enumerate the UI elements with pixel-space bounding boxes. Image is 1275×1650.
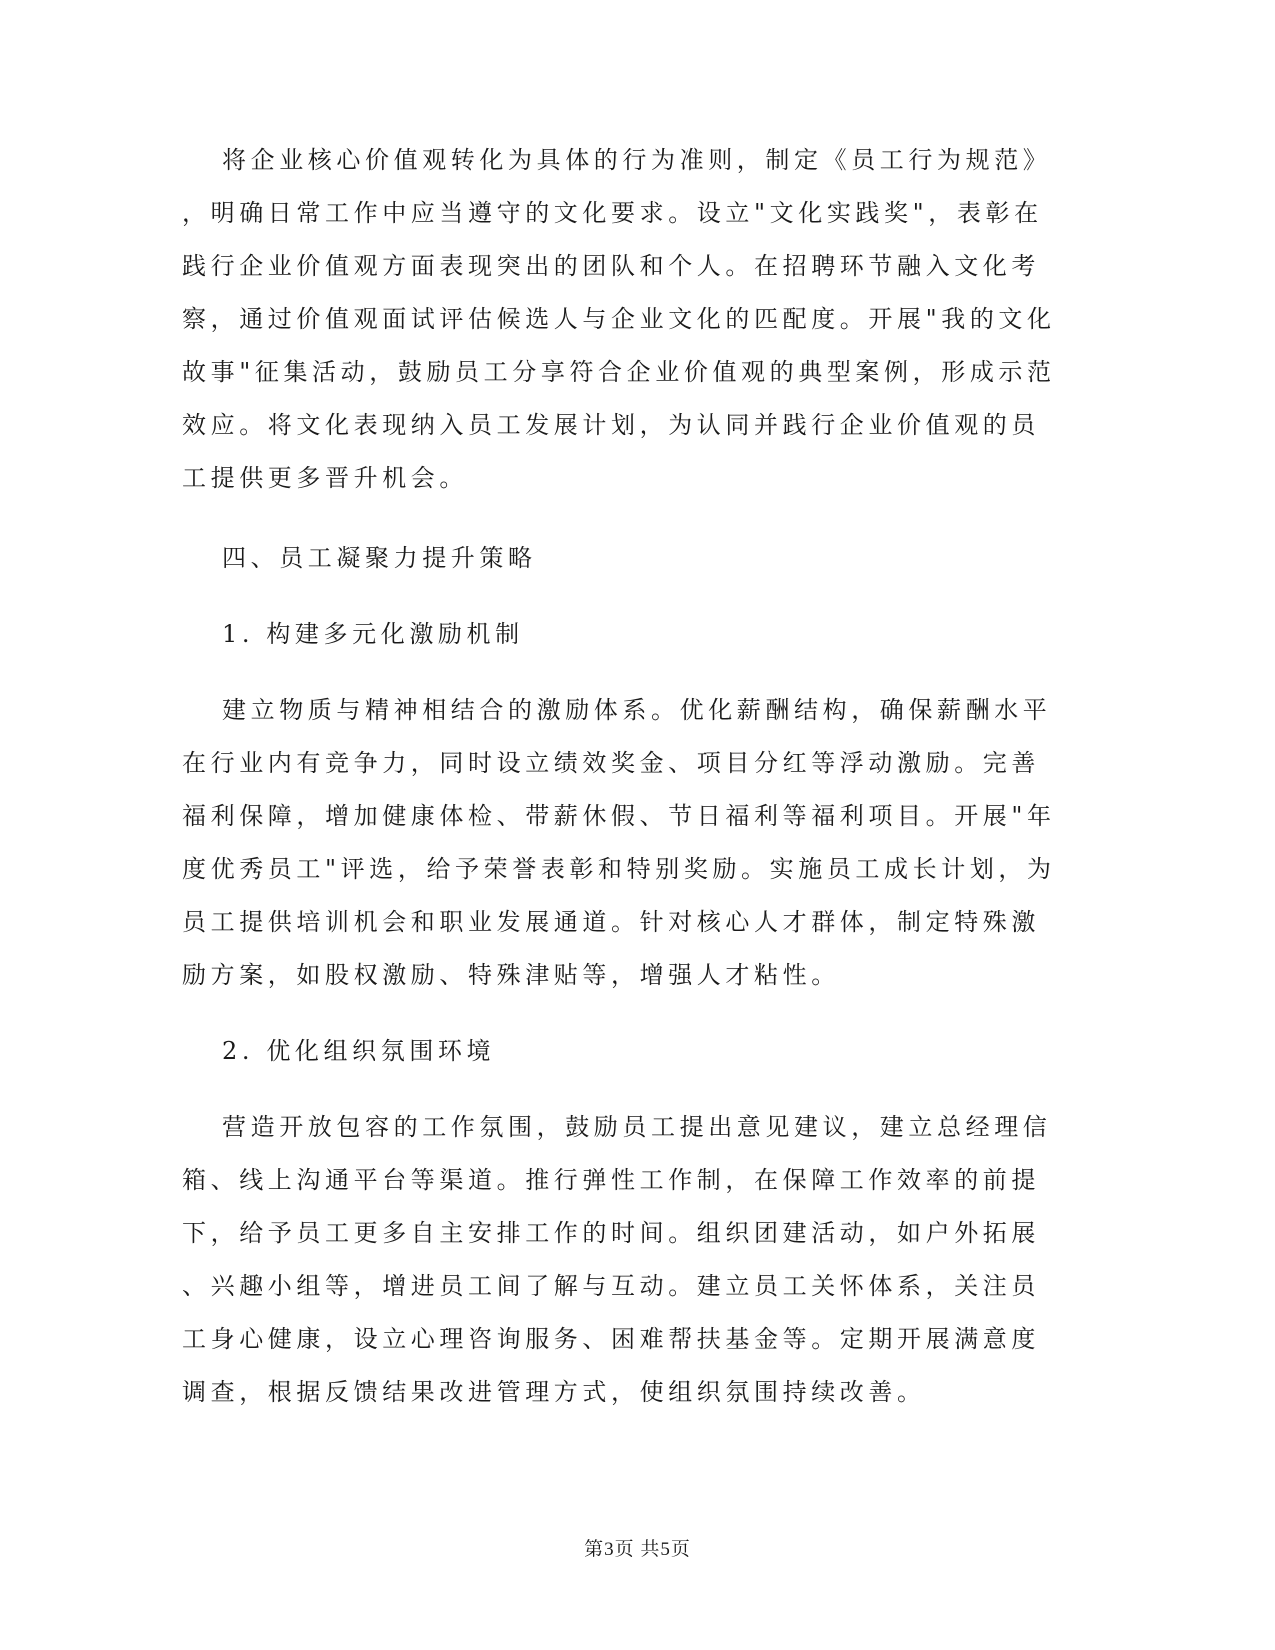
paragraph-line: 员工提供培训机会和职业发展通道。针对核心人才群体，制定特殊激 <box>182 908 1040 936</box>
subsection-heading: 1. 构建多元化激励机制 <box>222 620 524 648</box>
subsection-heading: 2. 优化组织氛围环境 <box>222 1037 496 1065</box>
paragraph-line: 励方案，如股权激励、特殊津贴等，增强人才粘性。 <box>182 961 840 989</box>
page-number-footer: 第3页 共5页 <box>584 1539 691 1560</box>
paragraph-line: 工提供更多晋升机会。 <box>182 464 468 492</box>
paragraph-line: 将企业核心价值观转化为具体的行为准则，制定《员工行为规范》 <box>222 146 1052 174</box>
paragraph-line: 度优秀员工"评选，给予荣誉表彰和特别奖励。实施员工成长计划，为 <box>182 855 1056 883</box>
paragraph-line: 箱、线上沟通平台等渠道。推行弹性工作制，在保障工作效率的前提 <box>182 1166 1040 1194</box>
paragraph-line: 在行业内有竞争力，同时设立绩效奖金、项目分红等浮动激励。完善 <box>182 749 1040 777</box>
paragraph-line: 调查，根据反馈结果改进管理方式，使组织氛围持续改善。 <box>182 1378 926 1406</box>
paragraph-line: 、兴趣小组等，增进员工间了解与互动。建立员工关怀体系，关注员 <box>182 1272 1040 1300</box>
paragraph-line: 践行企业价值观方面表现突出的团队和个人。在招聘环节融入文化考 <box>182 252 1040 280</box>
paragraph-line: 故事"征集活动，鼓励员工分享符合企业价值观的典型案例，形成示范 <box>182 358 1056 386</box>
paragraph-line: 察，通过价值观面试评估候选人与企业文化的匹配度。开展"我的文化 <box>182 305 1056 333</box>
paragraph-line: 福利保障，增加健康体检、带薪休假、节日福利等福利项目。开展"年 <box>182 802 1056 830</box>
paragraph-line: 效应。将文化表现纳入员工发展计划，为认同并践行企业价值观的员 <box>182 411 1040 439</box>
paragraph-line: 工身心健康，设立心理咨询服务、困难帮扶基金等。定期开展满意度 <box>182 1325 1040 1353</box>
section-heading: 四、员工凝聚力提升策略 <box>222 544 537 572</box>
paragraph-line: 下，给予员工更多自主安排工作的时间。组织团建活动，如户外拓展 <box>182 1219 1040 1247</box>
paragraph-line: ，明确日常工作中应当遵守的文化要求。设立"文化实践奖"，表彰在 <box>182 199 1043 227</box>
paragraph-line: 营造开放包容的工作氛围，鼓励员工提出意见建议，建立总经理信 <box>222 1113 1052 1141</box>
paragraph-line: 建立物质与精神相结合的激励体系。优化薪酬结构，确保薪酬水平 <box>222 696 1052 724</box>
